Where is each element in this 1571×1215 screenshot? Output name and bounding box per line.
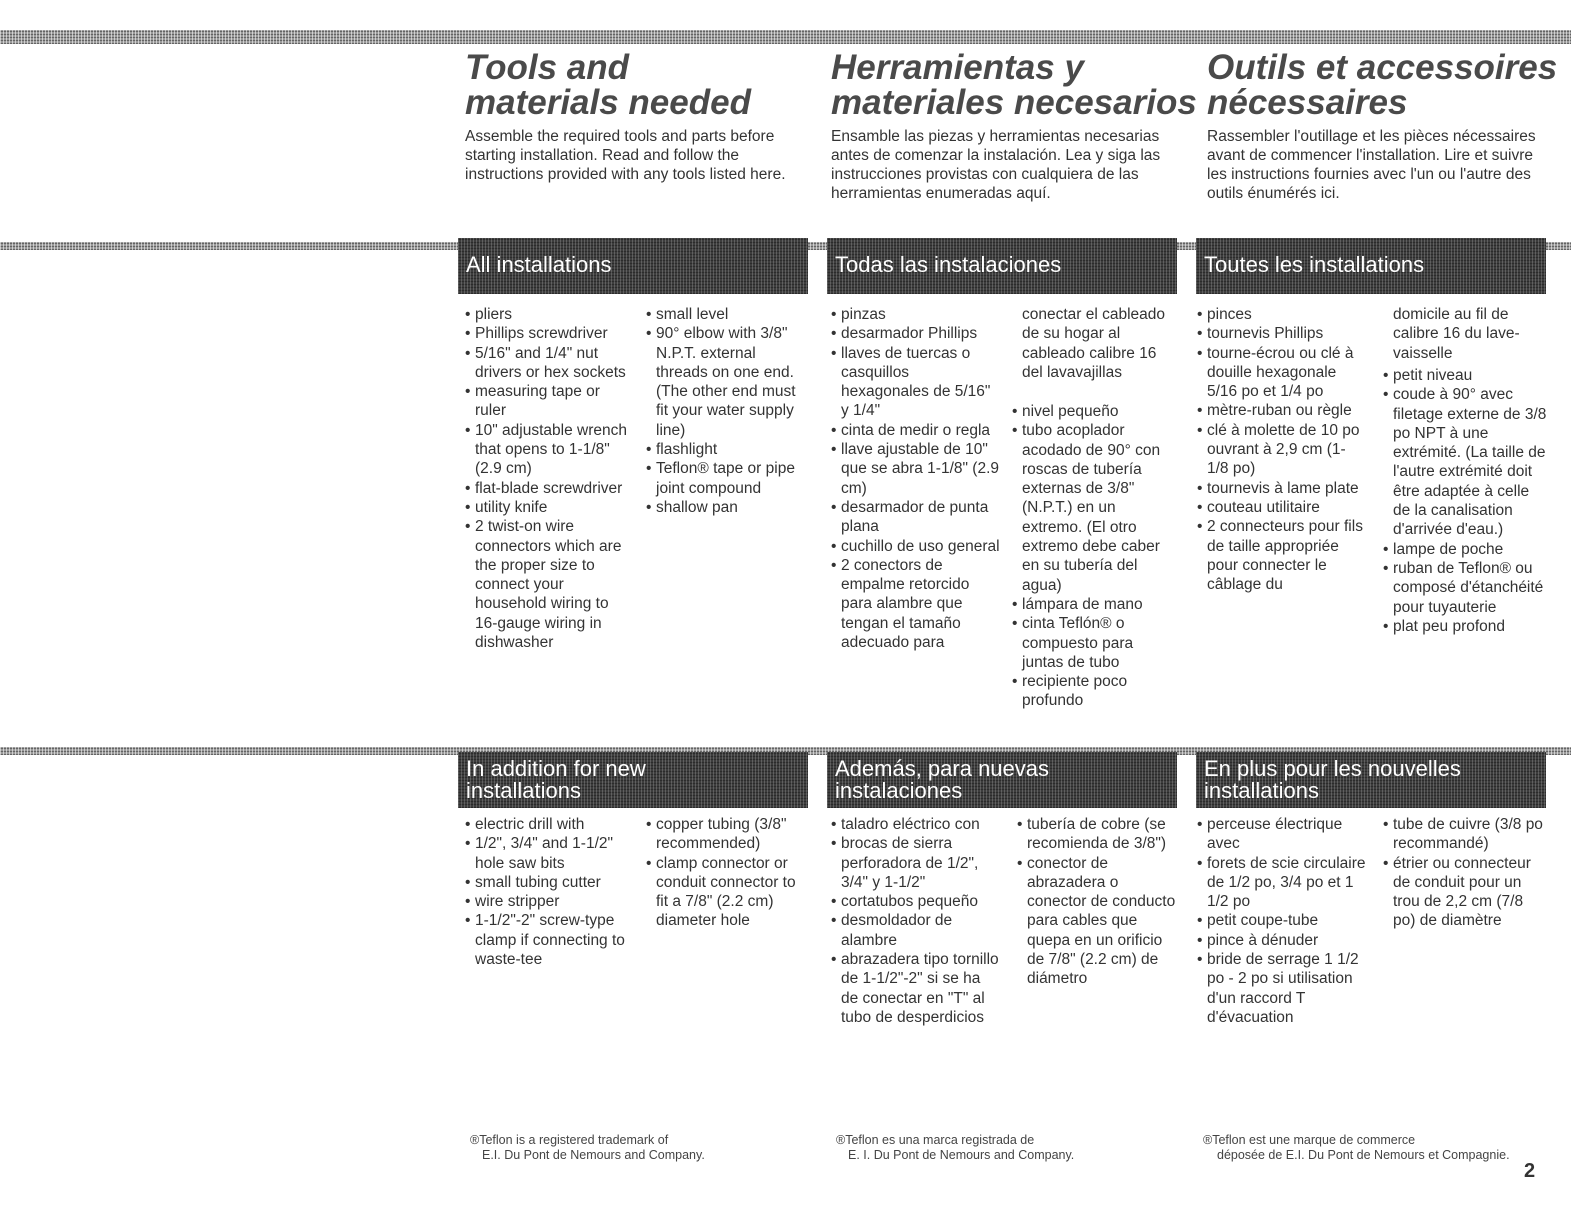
tools-list-right (1012, 402, 1172, 711)
tools-list-right (646, 305, 811, 517)
list-item: • plat peu profond (1383, 617, 1548, 636)
tools-list-right (1383, 366, 1548, 636)
list-item: • pliers (465, 305, 635, 324)
list-item: • pinzas (831, 305, 1001, 324)
footnote-spanish (836, 1133, 1176, 1163)
list-item: • pinces (1197, 305, 1367, 324)
list-item: • utility knife (465, 498, 635, 517)
list-item: • shallow pan (646, 498, 811, 517)
header-line-2: installations (466, 778, 581, 803)
header-new-installations-english (458, 752, 808, 808)
list-item: • measuring tape or ruler (465, 382, 635, 421)
intro-paragraph: Rassembler l'outillage et les pièces nécessaires avant de commencer l'installation. Lire et suivre les instructions fournies avec l'un ou l'autre des outils énumérés ici. (1207, 128, 1536, 202)
new-tools-list-left (465, 815, 635, 969)
list-item: • brocas de sierra perforadora de 1/2", 3/4" y 1-1/2" (831, 834, 1001, 892)
list-item: • Teflon® tape or pipe joint compound (646, 459, 811, 498)
footnote-line-2: déposée de E.I. Du Pont de Nemours et Compagnie. (1217, 1148, 1510, 1162)
list-item: • lampe de poche (1383, 540, 1548, 559)
new-tools-list-right (1383, 815, 1543, 931)
top-dotted-rule (0, 30, 1571, 44)
page-title-french (1207, 50, 1557, 120)
list-item: • 10" adjustable wrench that opens to 1-1/8" (2.9 cm) (465, 421, 635, 479)
header-new-installations-spanish (827, 752, 1177, 808)
page-title-spanish (831, 48, 1197, 122)
list-item: • 90° elbow with 3/8" N.P.T. external threads on one end. (The other end must fit your water supply line) (646, 324, 811, 440)
list-item: • tubo acoplador acodado de 90° con roscas de tubería externas de 3/8" (N.P.T.) en un extremo. (El otro extremo debe caber en su tubería del agua) (1012, 421, 1172, 595)
list-item: • cinta de medir o regla (831, 421, 1001, 440)
list-item: • desarmador Phillips (831, 324, 1001, 343)
new-tools-list-right (1017, 815, 1177, 989)
header-line-2: instalaciones (835, 778, 963, 803)
page-number: 2 (1524, 1160, 1536, 1182)
header-label: Toutes les installations (1204, 252, 1425, 277)
footnote-line-2: E. I. Du Pont de Nemours and Company. (848, 1148, 1075, 1162)
list-item: • tournevis à lame plate (1197, 479, 1367, 498)
list-item: • taladro eléctrico con (831, 815, 1001, 834)
list-item: • nivel pequeño (1012, 402, 1172, 421)
list-item: • clé à molette de 10 po ouvrant à 2,9 cm (1-1/8 po) (1197, 421, 1367, 479)
title-line-2: materials needed (465, 83, 751, 122)
list-item: • clamp connector or conduit connector to fit a 7/8" (2.2 cm) diameter hole (646, 854, 811, 931)
footnote-french (1203, 1133, 1513, 1163)
header-all-installations-english (458, 238, 808, 294)
list-item: • recipiente poco profundo (1012, 672, 1172, 711)
list-item: • conector de abrazadera o conector de conducto para cables que quepa en un orificio de 7/8" (2.2 cm) de diámetro (1017, 854, 1177, 989)
list-item: • 1-1/2"-2" screw-type clamp if connecting to waste-tee (465, 911, 635, 969)
list-item: • forets de scie circulaire de 1/2 po, 3/4 po et 1 1/2 po (1197, 854, 1372, 912)
list-item: • couteau utilitaire (1197, 498, 1367, 517)
list-item: • 2 connecteurs pour fils de taille appropriée pour connecter le câblage du (1197, 517, 1367, 594)
list-item: • ruban de Teflon® ou composé d'étanchéité pour tuyauterie (1383, 559, 1548, 617)
list-item: • 2 twist-on wire connectors which are the proper size to connect your household wiring to 16-gauge wiring in dishwasher (465, 517, 635, 652)
list-item: • cuchillo de uso general (831, 537, 1001, 556)
list-item: • étrier ou connecteur de conduit pour un trou de 2,2 cm (7/8 po) de diamètre (1383, 854, 1543, 931)
new-tools-list-left (831, 815, 1001, 1027)
intro-paragraph: Ensamble las piezas y herramientas necesarias antes de comenzar la instalación. Lea y siga las instrucciones provistas con cualquiera de las herramientas enumeradas aquí. (831, 128, 1161, 202)
header-label: All installations (466, 252, 612, 277)
tools-list-right-continuation: conectar el cableado de su hogar al cableado calibre 16 del lavavajillas (1022, 306, 1166, 381)
list-item: • copper tubing (3/8" recommended) (646, 815, 811, 854)
title-line-2: nécessaires (1207, 83, 1408, 122)
list-item: • flashlight (646, 440, 811, 459)
list-item: • bride de serrage 1 1/2 po - 2 po si utilisation d'un raccord T d'évacuation (1197, 950, 1372, 1027)
list-item: • llave ajustable de 10" que se abra 1-1/8" (2.9 cm) (831, 440, 1001, 498)
list-item: • lámpara de mano (1012, 595, 1172, 614)
list-item: • pince à dénuder (1197, 931, 1372, 950)
header-all-installations-spanish (827, 238, 1177, 294)
list-item: • Phillips screwdriver (465, 324, 635, 343)
list-item: • small tubing cutter (465, 873, 635, 892)
header-line-1: Además, para nuevas (835, 756, 1050, 781)
intro-paragraph: Assemble the required tools and parts before starting installation. Read and follow the instructions provided with any tools listed here. (465, 128, 786, 183)
list-item: • small level (646, 305, 811, 324)
header-line-1: In addition for new (466, 756, 646, 781)
list-item: • tube de cuivre (3/8 po recommandé) (1383, 815, 1543, 854)
new-tools-list-right (646, 815, 811, 931)
header-line-1: En plus pour les nouvelles (1204, 756, 1461, 781)
tools-list-left (1197, 305, 1367, 594)
list-item: • desarmador de punta plana (831, 498, 1001, 537)
footnote-line-1: ®Teflon es una marca registrada de (836, 1133, 1035, 1147)
title-line-2: materiales necesarios (831, 83, 1197, 122)
list-item: • llaves de tuercas o casquillos hexagonales de 5/16" y 1/4" (831, 344, 1001, 421)
footnote-english (470, 1133, 810, 1163)
footnote-line-1: ®Teflon is a registered trademark of (470, 1133, 669, 1147)
list-item: • tournevis Phillips (1197, 324, 1367, 343)
footnote-line-1: ®Teflon est une marque de commerce (1203, 1133, 1416, 1147)
list-item: • desmoldador de alambre (831, 911, 1001, 950)
list-item: • flat-blade screwdriver (465, 479, 635, 498)
header-new-installations-french (1196, 752, 1546, 808)
column-english (465, 50, 815, 184)
new-tools-list-left (1197, 815, 1372, 1027)
list-item: • tourne-écrou ou clé à douille hexagonale 5/16 po et 1/4 po (1197, 344, 1367, 402)
list-item: • wire stripper (465, 892, 635, 911)
title-line-1: Tools and (465, 48, 629, 87)
header-label: Todas las instalaciones (835, 252, 1062, 277)
title-line-1: Outils et accessoires (1207, 48, 1558, 87)
list-item: • cortatubos pequeño (831, 892, 1001, 911)
list-item: • electric drill with (465, 815, 635, 834)
tools-list-left (831, 305, 1001, 652)
tools-list-right-continuation: domicile au fil de calibre 16 du lave-vaisselle (1393, 306, 1520, 362)
title-line-1: Herramientas y (831, 48, 1084, 87)
header-line-2: installations (1204, 778, 1319, 803)
list-item: • 1/2", 3/4" and 1-1/2" hole saw bits (465, 834, 635, 873)
tools-list-left (465, 305, 635, 652)
page-title-english (465, 50, 815, 120)
list-item: • petit niveau (1383, 366, 1548, 385)
column-spanish (831, 48, 1197, 203)
list-item: • coude à 90° avec filetage externe de 3/8 po NPT à une extrémité. (La taille de l'autre extrémité doit être adaptée à celle de la canalisation d'arrivée d'eau.) (1383, 385, 1548, 539)
column-french (1207, 50, 1557, 203)
footnote-line-2: E.I. Du Pont de Nemours and Company. (482, 1148, 705, 1162)
list-item: • cinta Teflón® o compuesto para juntas de tubo (1012, 614, 1172, 672)
list-item: • 5/16" and 1/4" nut drivers or hex sockets (465, 344, 635, 383)
list-item: • petit coupe-tube (1197, 911, 1372, 930)
list-item: • tubería de cobre (se recomienda de 3/8") (1017, 815, 1177, 854)
list-item: • 2 conectors de empalme retorcido para alambre que tengan el tamaño adecuado para (831, 556, 1001, 652)
list-item: • abrazadera tipo tornillo de 1-1/2"-2" si se ha de conectar en "T" al tubo de desperdicios (831, 950, 1001, 1027)
list-item: • mètre-ruban ou règle (1197, 401, 1367, 420)
header-all-installations-french (1196, 238, 1546, 294)
list-item: • perceuse électrique avec (1197, 815, 1372, 854)
